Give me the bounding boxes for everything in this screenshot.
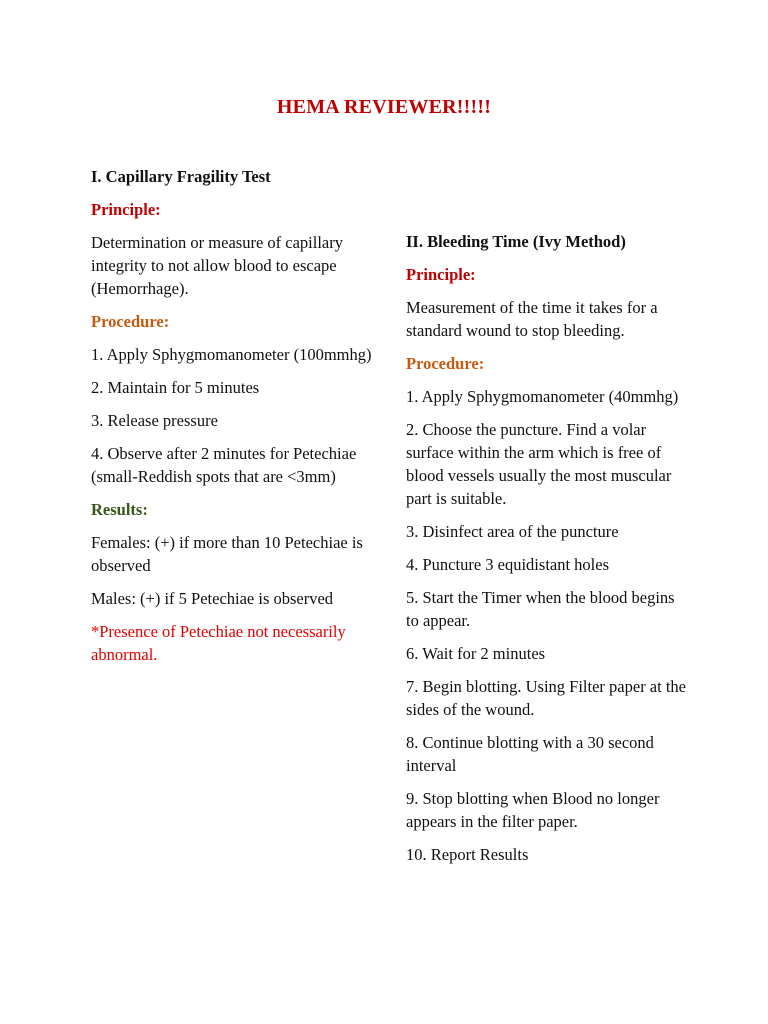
procedure-step: 10. Report Results bbox=[406, 845, 529, 864]
procedure-step: 5. Start the Timer when the blood begins to appear. bbox=[406, 588, 675, 630]
result-item: Females: (+) if more than 10 Petechiae is observed bbox=[91, 533, 363, 575]
procedure-step: 9. Stop blotting when Blood no longer appears in the filter paper. bbox=[406, 789, 660, 831]
section-capillary-fragility bbox=[91, 165, 381, 676]
procedure-step: 1. Apply Sphygmomanometer (100mmhg) bbox=[91, 345, 372, 364]
procedure-step: 6. Wait for 2 minutes bbox=[406, 644, 546, 663]
procedure-step: 7. Begin blotting. Using Filter paper at the sides of the wound. bbox=[406, 677, 687, 719]
document-title: HEMA REVIEWER!!!!! bbox=[276, 96, 492, 118]
result-item: Males: (+) if 5 Petechiae is observed bbox=[91, 589, 334, 608]
procedure-step: 2. Maintain for 5 minutes bbox=[91, 378, 260, 397]
procedure-label: Procedure: bbox=[91, 312, 170, 331]
procedure-step: 2. Choose the puncture. Find a volar surface within the arm which is free of blood vessels usually the most muscular part is suitable. bbox=[406, 420, 672, 508]
section-heading: II. Bleeding Time (Ivy Method) bbox=[406, 232, 626, 251]
note-text: *Presence of Petechiae not necessarily abnormal. bbox=[91, 622, 346, 664]
procedure-step: 8. Continue blotting with a 30 second interval bbox=[406, 733, 654, 775]
procedure-step: 1. Apply Sphygmomanometer (40mmhg) bbox=[406, 387, 679, 406]
principle-label: Principle: bbox=[91, 200, 161, 219]
principle-label: Principle: bbox=[406, 265, 476, 284]
procedure-step: 4. Observe after 2 minutes for Petechiae (small-Reddish spots that are <3mm) bbox=[91, 444, 357, 486]
procedure-step: 3. Release pressure bbox=[91, 411, 218, 430]
section-bleeding-time bbox=[406, 230, 691, 876]
principle-text: Determination or measure of capillary integrity to not allow blood to escape (Hemorrhage). bbox=[91, 233, 343, 298]
principle-text: Measurement of the time it takes for a standard wound to stop bleeding. bbox=[406, 298, 658, 340]
section-heading: I. Capillary Fragility Test bbox=[91, 167, 271, 186]
procedure-label: Procedure: bbox=[406, 354, 485, 373]
procedure-step: 3. Disinfect area of the puncture bbox=[406, 522, 619, 541]
results-label: Results: bbox=[91, 500, 148, 519]
procedure-step: 4. Puncture 3 equidistant holes bbox=[406, 555, 610, 574]
